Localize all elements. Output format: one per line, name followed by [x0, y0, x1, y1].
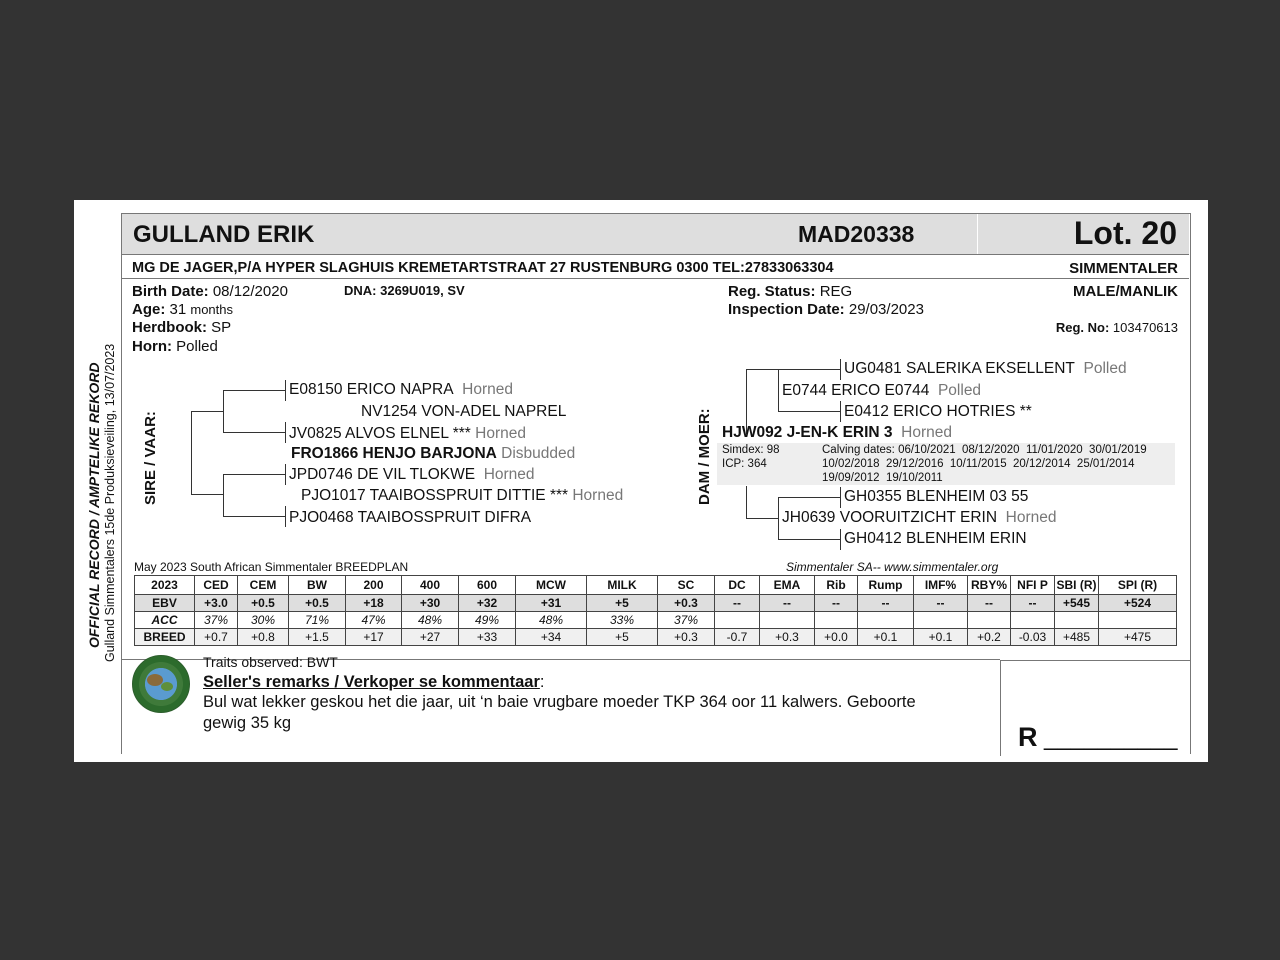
- table-cell: +475: [1099, 629, 1177, 646]
- table-cell: 48%: [402, 612, 459, 629]
- table-cell: --: [858, 595, 914, 612]
- table-cell: 37%: [195, 612, 238, 629]
- table-cell: RBY%: [968, 576, 1011, 595]
- breedplan-ebv-row: [135, 595, 1177, 612]
- price-currency: R: [1018, 722, 1038, 752]
- dam: HJW092 J-EN-K ERIN 3 Horned: [722, 424, 953, 441]
- sire-dam: PJO1017 TAAIBOSSPRUIT DITTIE *** Horned: [301, 487, 624, 504]
- table-cell: +485: [1055, 629, 1099, 646]
- table-cell: --: [815, 595, 858, 612]
- icp: ICP: 364: [722, 458, 767, 470]
- table-cell: 2023: [135, 576, 195, 595]
- table-cell: CED: [195, 576, 238, 595]
- sire-label: SIRE / VAAR:: [142, 411, 159, 505]
- table-cell: SPI (R): [1099, 576, 1177, 595]
- simdex: Simdex: 98: [722, 444, 780, 456]
- table-cell: +0.3: [658, 629, 715, 646]
- table-cell: --: [760, 595, 815, 612]
- table-cell: +0.2: [968, 629, 1011, 646]
- remarks-line-1: Bul wat lekker geskou het die jaar, uit ‘n baie vrugbare moeder TKP 364 oor 11 kalwers. Geboorte: [203, 693, 916, 711]
- table-cell: [1099, 612, 1177, 629]
- table-cell: Rib: [815, 576, 858, 595]
- table-cell: +17: [346, 629, 402, 646]
- breedplan-site: Simmentaler SA-- www.simmentaler.org: [786, 560, 999, 574]
- dam-sire: E0744 ERICO E0744 Polled: [782, 382, 982, 399]
- table-cell: --: [715, 595, 760, 612]
- table-cell: 600: [459, 576, 516, 595]
- table-cell: --: [1011, 595, 1055, 612]
- table-cell: +0.5: [238, 595, 289, 612]
- breedplan-title: May 2023 South African Simmentaler BREEDPLAN: [134, 560, 409, 574]
- table-cell: MILK: [587, 576, 658, 595]
- table-cell: +18: [346, 595, 402, 612]
- table-cell: EMA: [760, 576, 815, 595]
- age: Age: 31 months: [132, 301, 234, 318]
- sire-sire: NV1254 VON-ADEL NAPREL: [361, 403, 567, 420]
- price-blank[interactable]: __________: [1044, 724, 1178, 751]
- table-cell: 49%: [459, 612, 516, 629]
- table-cell: SBI (R): [1055, 576, 1099, 595]
- table-cell: [914, 612, 968, 629]
- sire-sire-dam: JV0825 ALVOS ELNEL *** Horned: [289, 425, 526, 442]
- header-bar: [122, 214, 1189, 255]
- table-cell: +30: [402, 595, 459, 612]
- sale-label: Gulland Simmentalers 15de Produksieveiling, 13/07/2023: [103, 343, 117, 662]
- horn-status: Horn: Polled: [132, 338, 218, 355]
- official-record-label: OFFICIAL RECORD / AMPTELIKE REKORD: [86, 362, 102, 648]
- table-cell: [1055, 612, 1099, 629]
- table-cell: [858, 612, 914, 629]
- table-cell: DC: [715, 576, 760, 595]
- table-cell: ACC: [135, 612, 195, 629]
- table-cell: -0.7: [715, 629, 760, 646]
- table-cell: +27: [402, 629, 459, 646]
- table-cell: NFI P: [1011, 576, 1055, 595]
- remarks-heading: Seller's remarks / Verkoper se kommentaar:: [203, 673, 545, 691]
- table-cell: 37%: [658, 612, 715, 629]
- lot-number: Lot. 20: [1073, 215, 1177, 251]
- table-cell: 47%: [346, 612, 402, 629]
- table-cell: 33%: [587, 612, 658, 629]
- table-cell: MCW: [516, 576, 587, 595]
- table-cell: +5: [587, 595, 658, 612]
- dam-dam-dam: GH0412 BLENHEIM ERIN: [844, 530, 1027, 547]
- calving-dates-1: Calving dates: 06/10/2021 08/12/2020 11/01/2020 30/01/2019: [822, 444, 1147, 456]
- sire-sire-sire: E08150 ERICO NAPRA Horned: [289, 381, 514, 398]
- lot-record-card: [74, 200, 1208, 762]
- table-cell: +0.5: [289, 595, 346, 612]
- birth-date: Birth Date: 08/12/2020: [132, 283, 288, 300]
- dam-sire-dam: E0412 ERICO HOTRIES **: [844, 403, 1032, 420]
- herdbook: Herdbook: SP: [132, 319, 232, 336]
- table-cell: 200: [346, 576, 402, 595]
- table-cell: +0.1: [914, 629, 968, 646]
- table-cell: CEM: [238, 576, 289, 595]
- table-cell: +0.3: [658, 595, 715, 612]
- table-cell: 400: [402, 576, 459, 595]
- table-cell: +1.5: [289, 629, 346, 646]
- table-cell: +31: [516, 595, 587, 612]
- breedplan-acc-row: [135, 612, 1177, 629]
- dam-dam: JH0639 VOORUITZICHT ERIN Horned: [782, 509, 1057, 526]
- table-cell: +33: [459, 629, 516, 646]
- table-cell: SC: [658, 576, 715, 595]
- table-cell: +5: [587, 629, 658, 646]
- reg-number: Reg. No: 103470613: [1055, 320, 1178, 335]
- owner-address: MG DE JAGER,P/A HYPER SLAGHUIS KREMETARTSTRAAT 27 RUSTENBURG 0300 TEL:27833063304: [132, 260, 834, 276]
- table-cell: +0.8: [238, 629, 289, 646]
- table-cell: +0.7: [195, 629, 238, 646]
- table-cell: +524: [1099, 595, 1177, 612]
- table-cell: [760, 612, 815, 629]
- simmentaler-logo: [132, 655, 190, 713]
- table-cell: 30%: [238, 612, 289, 629]
- calving-dates-2: 10/02/2018 29/12/2016 10/11/2015 20/12/2014 25/01/2014: [822, 458, 1135, 470]
- dna-info: DNA: 3269U019, SV: [344, 283, 465, 298]
- sex-label: MALE/MANLIK: [1073, 283, 1178, 300]
- table-cell: [715, 612, 760, 629]
- dam-dam-sire: GH0355 BLENHEIM 03 55: [844, 488, 1029, 505]
- sire: FRO1866 HENJO BARJONA Disbudded: [291, 445, 576, 462]
- table-cell: [1011, 612, 1055, 629]
- calving-dates-3: 19/09/2012 19/10/2011: [822, 472, 943, 484]
- table-cell: 48%: [516, 612, 587, 629]
- table-cell: BW: [289, 576, 346, 595]
- table-cell: IMF%: [914, 576, 968, 595]
- sire-dam-dam: PJO0468 TAAIBOSSPRUIT DIFRA: [289, 509, 532, 526]
- animal-code: MAD20338: [798, 221, 915, 247]
- breedplan-breed-row: [135, 629, 1177, 646]
- dam-sire-sire: UG0481 SALERIKA EKSELLENT Polled: [844, 360, 1127, 377]
- table-cell: [815, 612, 858, 629]
- breed-label: SIMMENTALER: [1069, 260, 1178, 277]
- inspection-date: Inspection Date: 29/03/2023: [728, 301, 924, 318]
- breedplan-table: [134, 575, 1177, 646]
- animal-name: GULLAND ERIK: [133, 221, 315, 248]
- table-cell: Rump: [858, 576, 914, 595]
- table-cell: +0.3: [760, 629, 815, 646]
- traits-observed: Traits observed: BWT: [203, 654, 338, 670]
- table-cell: +545: [1055, 595, 1099, 612]
- breedplan-header-row: [135, 576, 1177, 595]
- sire-dam-sire: JPD0746 DE VIL TLOKWE Horned: [289, 466, 535, 483]
- dam-label: DAM / MOER:: [696, 408, 713, 505]
- table-cell: +0.1: [858, 629, 914, 646]
- table-cell: -0.03: [1011, 629, 1055, 646]
- table-cell: --: [968, 595, 1011, 612]
- table-cell: BREED: [135, 629, 195, 646]
- remarks-line-2: gewig 35 kg: [203, 714, 292, 732]
- table-cell: [968, 612, 1011, 629]
- table-cell: +0.0: [815, 629, 858, 646]
- table-cell: +3.0: [195, 595, 238, 612]
- table-cell: +34: [516, 629, 587, 646]
- reg-status: Reg. Status: REG: [728, 283, 853, 300]
- table-cell: --: [914, 595, 968, 612]
- table-cell: 71%: [289, 612, 346, 629]
- table-cell: +32: [459, 595, 516, 612]
- table-cell: EBV: [135, 595, 195, 612]
